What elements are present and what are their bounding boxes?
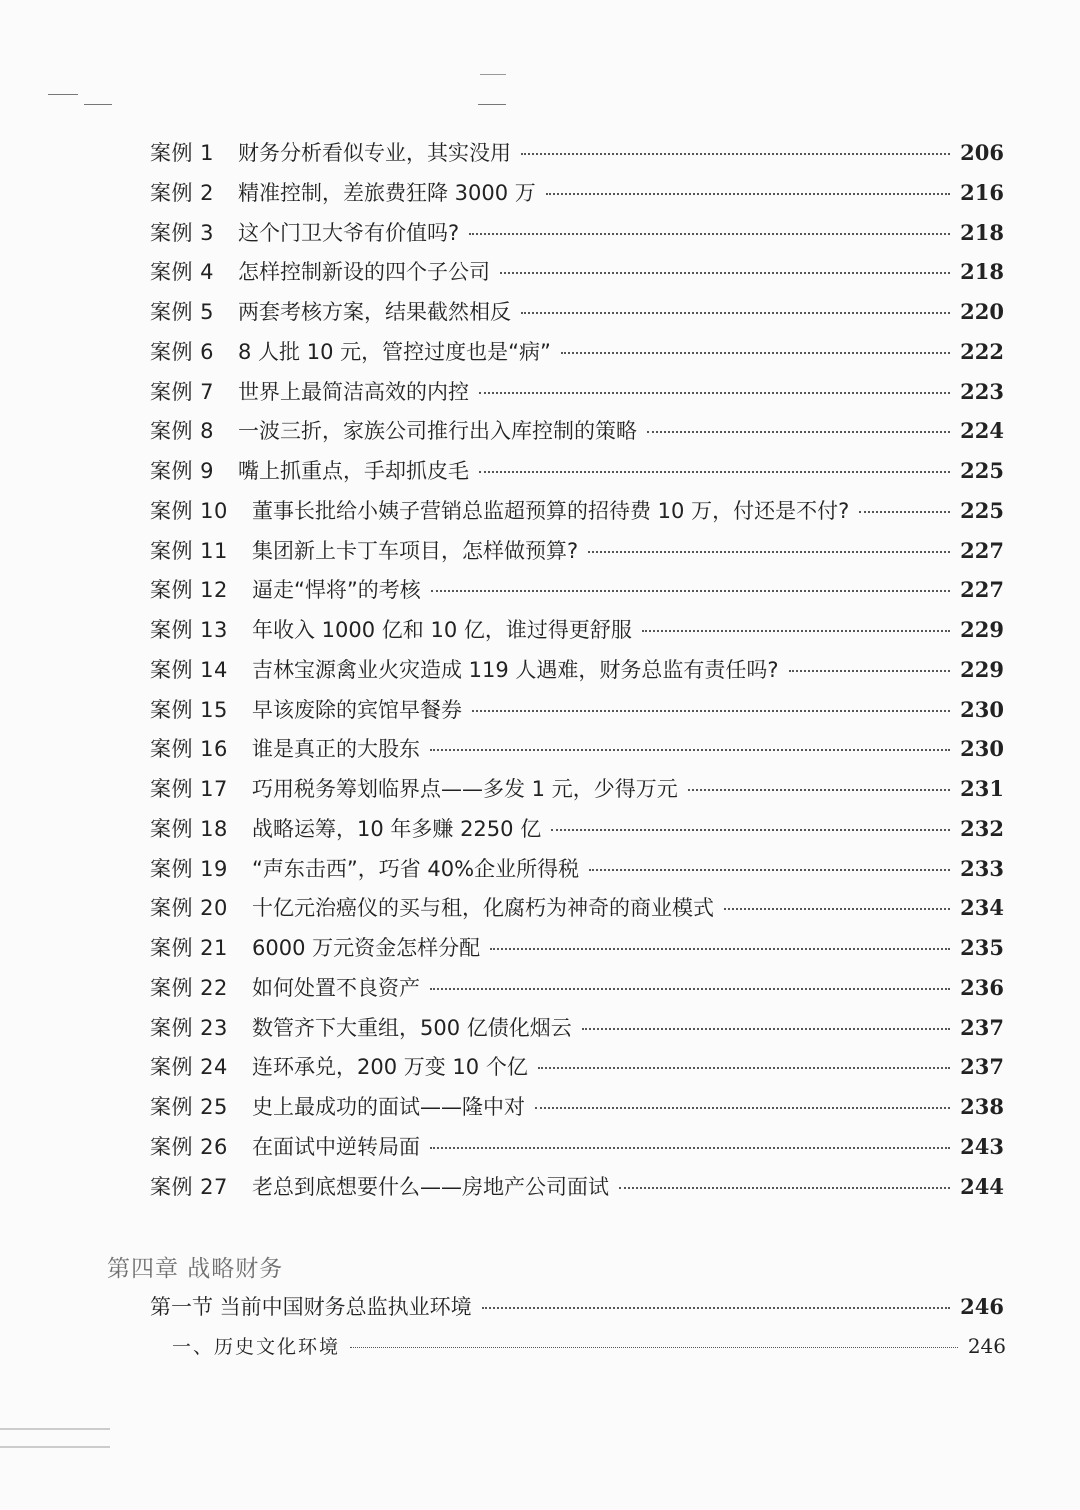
- case-label: 案例 4: [150, 260, 215, 285]
- dot-leader: [561, 352, 950, 354]
- case-page-number: 218: [960, 259, 1004, 285]
- case-title: 年收入 1000 亿和 10 亿，谁过得更舒服: [252, 618, 632, 642]
- subsection-page-number: 246: [967, 1334, 1006, 1358]
- dot-leader: [724, 908, 950, 910]
- case-title: “声东击西”，巧省 40%企业所得税: [252, 856, 580, 881]
- case-entry[interactable]: [150, 535, 1004, 565]
- case-title: 精准控制，差旅费狂降 3000 万: [238, 180, 536, 205]
- dot-leader: [431, 590, 950, 592]
- case-page-number: 224: [960, 418, 1004, 444]
- case-page-number: 234: [960, 895, 1004, 921]
- dot-leader: [430, 1147, 950, 1149]
- case-entry[interactable]: [150, 336, 1004, 366]
- case-entry[interactable]: [150, 217, 1004, 247]
- case-title: 连环承兑，200 万变 10 个亿: [252, 1055, 528, 1080]
- section-page-number: 246: [960, 1294, 1004, 1319]
- scan-mark: [48, 94, 78, 95]
- scan-mark: [478, 104, 506, 105]
- case-entry[interactable]: [150, 654, 1004, 684]
- case-label: 案例 2: [150, 180, 215, 205]
- case-entry[interactable]: [150, 853, 1004, 883]
- case-title: 吉林宝源禽业火灾造成 119 人遇难，财务总监有责任吗?: [252, 657, 779, 682]
- case-page-number: 243: [960, 1133, 1004, 1159]
- case-label: 案例 24: [150, 1055, 228, 1080]
- case-entry[interactable]: [150, 614, 1004, 644]
- case-title: 一波三折，家族公司推行出入库控制的策略: [238, 419, 637, 444]
- case-label: 案例 3: [150, 220, 215, 245]
- dot-leader: [479, 471, 950, 473]
- case-page-number: 229: [960, 617, 1004, 642]
- case-label: 案例 18: [150, 816, 228, 841]
- case-entry[interactable]: [150, 972, 1004, 1002]
- case-page-number: 229: [960, 656, 1004, 682]
- case-page-number: 218: [960, 219, 1004, 245]
- case-entry[interactable]: [150, 694, 1004, 724]
- dot-leader: [582, 1028, 950, 1030]
- case-entry[interactable]: [150, 773, 1004, 803]
- case-title: 数管齐下大重组，500 亿债化烟云: [252, 1015, 572, 1040]
- case-title: 怎样控制新设的四个子公司: [238, 260, 490, 285]
- case-entry[interactable]: [150, 932, 1004, 962]
- dot-leader: [535, 1107, 950, 1109]
- case-entry[interactable]: [150, 1091, 1004, 1121]
- chapter-heading: 第四章 战略财务: [107, 1256, 284, 1282]
- case-label: 案例 16: [150, 737, 228, 762]
- case-entry[interactable]: [150, 495, 1004, 525]
- case-page-number: 233: [960, 855, 1004, 881]
- case-title: 这个门卫大爷有价值吗?: [238, 220, 460, 245]
- case-title: 世界上最简洁高效的内控: [238, 379, 469, 404]
- dot-leader: [479, 392, 950, 394]
- case-label: 案例 23: [150, 1015, 228, 1040]
- case-title: 史上最成功的面试——隆中对: [252, 1095, 525, 1119]
- dot-leader: [688, 789, 950, 791]
- case-label: 案例 19: [150, 856, 228, 881]
- case-title: 集团新上卡丁车项目，怎样做预算?: [252, 538, 579, 563]
- case-entry[interactable]: [150, 733, 1004, 763]
- case-page-number: 238: [960, 1094, 1004, 1119]
- case-page-number: 230: [960, 736, 1004, 762]
- case-page-number: 206: [960, 140, 1004, 165]
- section-entry[interactable]: [150, 1291, 1004, 1321]
- case-label: 案例 6: [150, 339, 215, 364]
- case-label: 案例 26: [150, 1134, 228, 1159]
- case-entry[interactable]: [150, 376, 1004, 406]
- case-label: 案例 20: [150, 896, 228, 921]
- dot-leader: [789, 670, 951, 672]
- case-page-number: 227: [960, 537, 1004, 563]
- case-label: 案例 9: [150, 459, 215, 483]
- case-label: 案例 27: [150, 1174, 228, 1199]
- dot-leader: [589, 869, 950, 871]
- scan-mark: [0, 1446, 110, 1448]
- case-title: 8 人批 10 元，管控过度也是“病”: [238, 339, 551, 364]
- case-entry[interactable]: [150, 813, 1004, 843]
- case-page-number: 237: [960, 1014, 1004, 1040]
- case-entry[interactable]: [150, 415, 1004, 445]
- case-page-number: 222: [960, 338, 1004, 364]
- case-label: 案例 25: [150, 1095, 228, 1119]
- case-title: 董事长批给小姨子营销总监超预算的招待费 10 万，付还是不付?: [252, 498, 850, 523]
- dot-leader: [859, 511, 950, 513]
- dot-leader: [546, 193, 950, 195]
- case-title: 逼走“悍将”的考核: [252, 578, 421, 603]
- case-title: 老总到底想要什么——房地产公司面试: [252, 1174, 609, 1199]
- case-label: 案例 17: [150, 777, 228, 801]
- case-label: 案例 8: [150, 419, 215, 444]
- case-entry[interactable]: [150, 892, 1004, 922]
- case-entry[interactable]: [150, 1012, 1004, 1042]
- case-page-number: 231: [960, 776, 1004, 801]
- dot-leader: [500, 272, 950, 274]
- dot-leader: [521, 153, 950, 155]
- case-entry[interactable]: [150, 177, 1004, 207]
- dot-leader: [430, 749, 950, 751]
- case-entry[interactable]: [150, 1051, 1004, 1081]
- case-page-number: 235: [960, 935, 1004, 960]
- subsection-entry[interactable]: [172, 1332, 1006, 1359]
- case-label: 案例 11: [150, 538, 228, 563]
- dot-leader: [430, 988, 950, 990]
- dot-leader: [647, 431, 950, 433]
- case-title: 十亿元治癌仪的买与租，化腐朽为神奇的商业模式: [252, 896, 714, 921]
- case-page-number: 227: [960, 577, 1004, 603]
- case-title: 财务分析看似专业，其实没用: [238, 141, 511, 165]
- dot-leader: [472, 710, 950, 712]
- section-title: 第一节 当前中国财务总监执业环境: [150, 1295, 472, 1319]
- case-entry[interactable]: [150, 137, 1004, 167]
- case-label: 案例 13: [150, 618, 228, 642]
- case-page-number: 232: [960, 815, 1004, 841]
- case-title: 谁是真正的大股东: [252, 737, 420, 762]
- case-page-number: 220: [960, 299, 1004, 324]
- case-label: 案例 15: [150, 697, 228, 722]
- case-label: 案例 22: [150, 975, 228, 1000]
- case-entry[interactable]: [150, 455, 1004, 485]
- scan-mark: [84, 104, 112, 105]
- case-page-number: 223: [960, 378, 1004, 404]
- dot-leader: [490, 948, 950, 950]
- case-label: 案例 10: [150, 498, 228, 523]
- dot-leader: [642, 630, 950, 632]
- case-label: 案例 21: [150, 936, 228, 960]
- dot-leader: [521, 312, 950, 314]
- case-title: 早该废除的宾馆早餐券: [252, 697, 462, 722]
- case-label: 案例 14: [150, 657, 228, 682]
- case-page-number: 237: [960, 1054, 1004, 1080]
- case-page-number: 230: [960, 696, 1004, 722]
- case-title: 在面试中逆转局面: [252, 1134, 420, 1159]
- case-page-number: 216: [960, 179, 1004, 205]
- dot-leader: [350, 1347, 958, 1348]
- case-label: 案例 1: [150, 141, 215, 165]
- case-title: 巧用税务筹划临界点——多发 1 元，少得万元: [252, 777, 678, 801]
- scan-mark: [480, 74, 506, 75]
- case-title: 如何处置不良资产: [252, 975, 420, 1000]
- case-title: 嘴上抓重点，手却抓皮毛: [238, 459, 469, 483]
- case-page-number: 244: [960, 1173, 1004, 1199]
- case-label: 案例 7: [150, 379, 215, 404]
- case-label: 案例 12: [150, 578, 228, 603]
- case-entry[interactable]: [150, 256, 1004, 286]
- case-entry[interactable]: [150, 1131, 1004, 1161]
- case-entry[interactable]: [150, 1171, 1004, 1201]
- case-title: 两套考核方案，结果截然相反: [238, 300, 511, 324]
- case-title: 6000 万元资金怎样分配: [252, 936, 481, 960]
- dot-leader: [538, 1067, 950, 1069]
- scan-mark: [0, 1428, 110, 1430]
- case-entry[interactable]: [150, 574, 1004, 604]
- subsection-title: 一、历史文化环境: [172, 1336, 341, 1358]
- case-page-number: 225: [960, 497, 1004, 523]
- case-title: 战略运筹，10 年多赚 2250 亿: [252, 816, 542, 841]
- case-entry[interactable]: [150, 296, 1004, 326]
- dot-leader: [551, 829, 950, 831]
- dot-leader: [482, 1307, 950, 1309]
- dot-leader: [469, 233, 950, 235]
- case-page-number: 236: [960, 974, 1004, 1000]
- dot-leader: [588, 551, 950, 553]
- case-label: 案例 5: [150, 300, 215, 324]
- case-page-number: 225: [960, 458, 1004, 483]
- dot-leader: [619, 1187, 950, 1189]
